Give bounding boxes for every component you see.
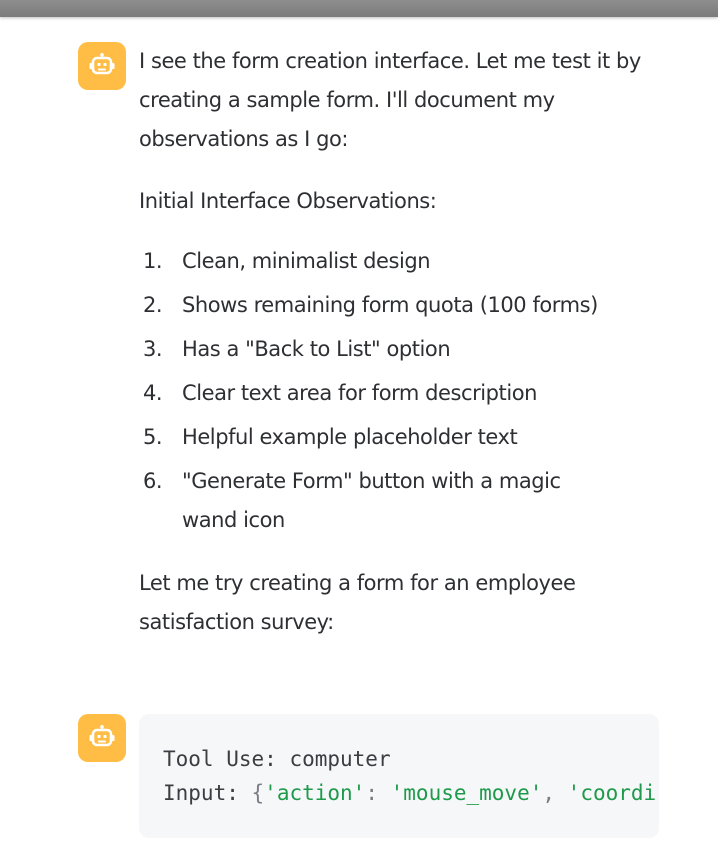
brace-open: { (251, 781, 265, 805)
list-item (139, 330, 659, 369)
robot-icon (89, 53, 115, 79)
list-number: 1. (143, 249, 163, 273)
list-item-text: Has a "Back to List" option (182, 337, 451, 361)
list-number: 6. (143, 469, 163, 493)
closing-text: Let me try creating a form for an employee satisfaction survey: (139, 571, 576, 634)
list-item (139, 242, 659, 281)
action-value: 'mouse_move' (390, 781, 543, 805)
list-item-text: Clear text area for form description (182, 381, 537, 405)
code-text (163, 742, 656, 810)
browser-top-bar (0, 0, 718, 17)
list-item (139, 286, 659, 325)
list-item-text: Helpful example placeholder text (182, 425, 518, 449)
comma: , (542, 781, 556, 805)
closing-wrap (139, 564, 659, 642)
list-number: 5. (143, 425, 163, 449)
list-item-text: Shows remaining form quota (100 forms) (182, 293, 598, 317)
assistant-avatar (78, 714, 126, 762)
observations-heading: Initial Interface Observations: (139, 189, 437, 213)
list-item (139, 462, 659, 540)
list-number: 4. (143, 381, 163, 405)
tool-name: computer (289, 747, 391, 771)
observations-list (139, 242, 659, 545)
tool-use-label: Tool Use: (163, 747, 277, 771)
action-key: 'action' (264, 781, 366, 805)
observations-heading-wrap (139, 182, 659, 221)
coordinate-key: 'coordi (567, 781, 657, 805)
list-item-text: Clean, minimalist design (182, 249, 431, 273)
tool-use-code-block[interactable] (139, 714, 659, 838)
list-number: 2. (143, 293, 163, 317)
colon: : (365, 781, 378, 805)
list-item-text: "Generate Form" button with a magic wand icon (182, 469, 561, 532)
intro-text: I see the form creation interface. Let me test it by creating a sample form. I'll document my observations as I go: (139, 49, 641, 151)
list-item (139, 418, 659, 457)
input-label: Input: (163, 781, 239, 805)
list-item (139, 374, 659, 413)
assistant-avatar (78, 42, 126, 90)
list-number: 3. (143, 337, 163, 361)
assistant-message-intro (139, 42, 659, 159)
robot-icon (89, 725, 115, 751)
